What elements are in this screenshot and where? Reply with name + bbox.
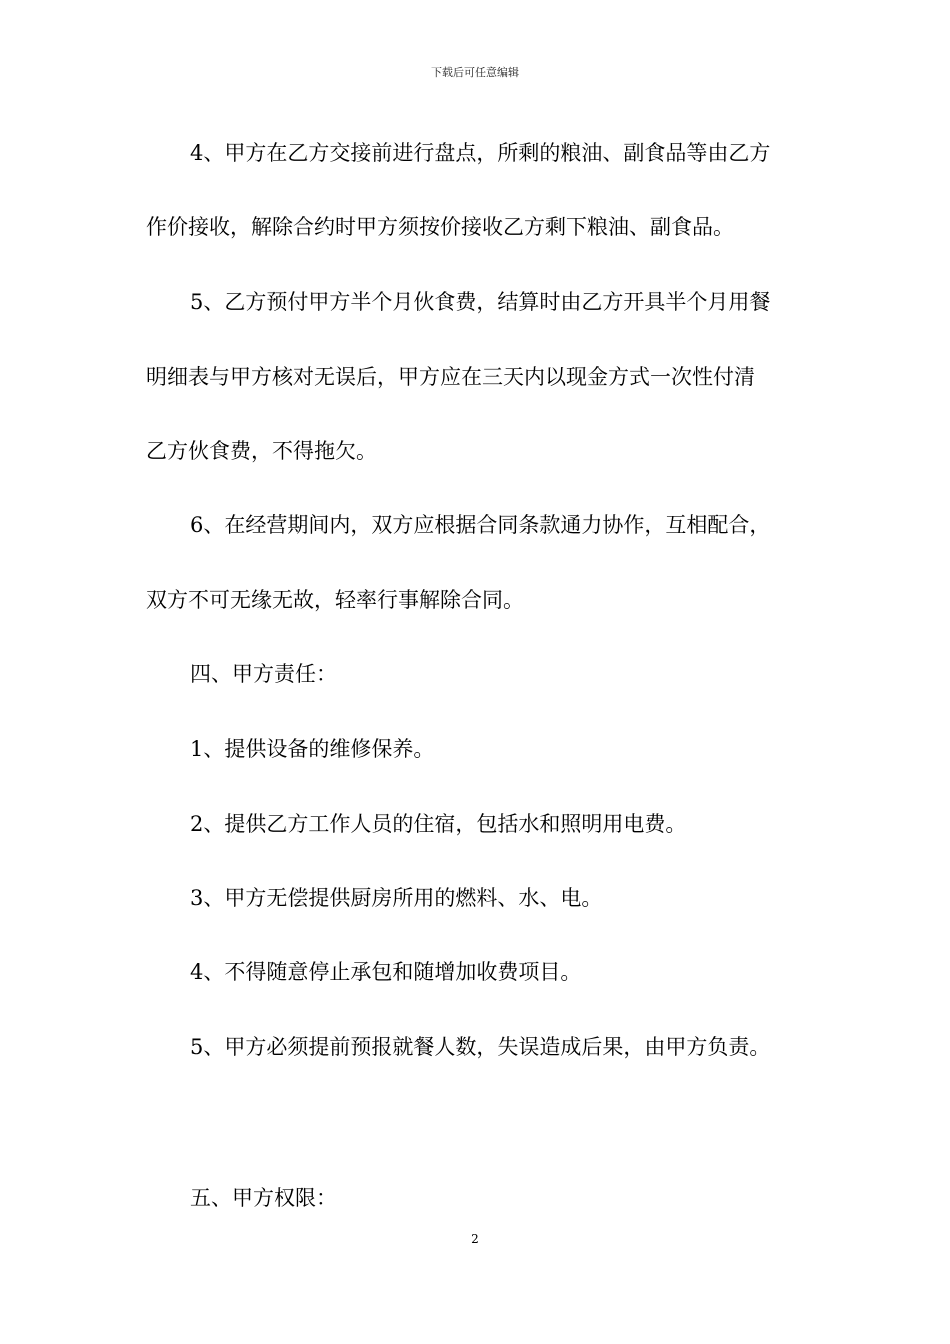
page-number: 2	[471, 1232, 479, 1246]
section-heading-party-a-duties: 四、甲方责任：	[190, 662, 337, 686]
page-header: 下载后可任意编辑	[431, 66, 519, 79]
clause-5-line-3: 乙方伙食费，不得拖欠。	[146, 439, 377, 463]
clause-5-line-1: 5、乙方预付甲方半个月伙食费，结算时由乙方开具半个月用餐	[190, 290, 771, 314]
duty-item-5: 5、甲方必须提前预报就餐人数，失误造成后果，由甲方负责。	[190, 1035, 771, 1059]
clause-6-line-2: 双方不可无缘无故，轻率行事解除合同。	[146, 588, 524, 612]
duty-item-3: 3、甲方无偿提供厨房所用的燃料、水、电。	[190, 886, 603, 910]
section-heading-party-a-rights: 五、甲方权限：	[190, 1186, 337, 1210]
clause-6-line-1: 6、在经营期间内，双方应根据合同条款通力协作，互相配合，	[190, 513, 771, 537]
clause-5-line-2: 明细表与甲方核对无误后，甲方应在三天内以现金方式一次性付清	[146, 365, 755, 389]
duty-item-2: 2、提供乙方工作人员的住宿，包括水和照明用电费。	[190, 812, 687, 836]
duty-item-1: 1、提供设备的维修保养。	[190, 737, 435, 761]
clause-4-line-2: 作价接收，解除合约时甲方须按价接收乙方剩下粮油、副食品。	[146, 215, 734, 239]
clause-4-line-1: 4、甲方在乙方交接前进行盘点，所剩的粮油、副食品等由乙方	[190, 141, 771, 165]
duty-item-4: 4、不得随意停止承包和随增加收费项目。	[190, 960, 582, 984]
